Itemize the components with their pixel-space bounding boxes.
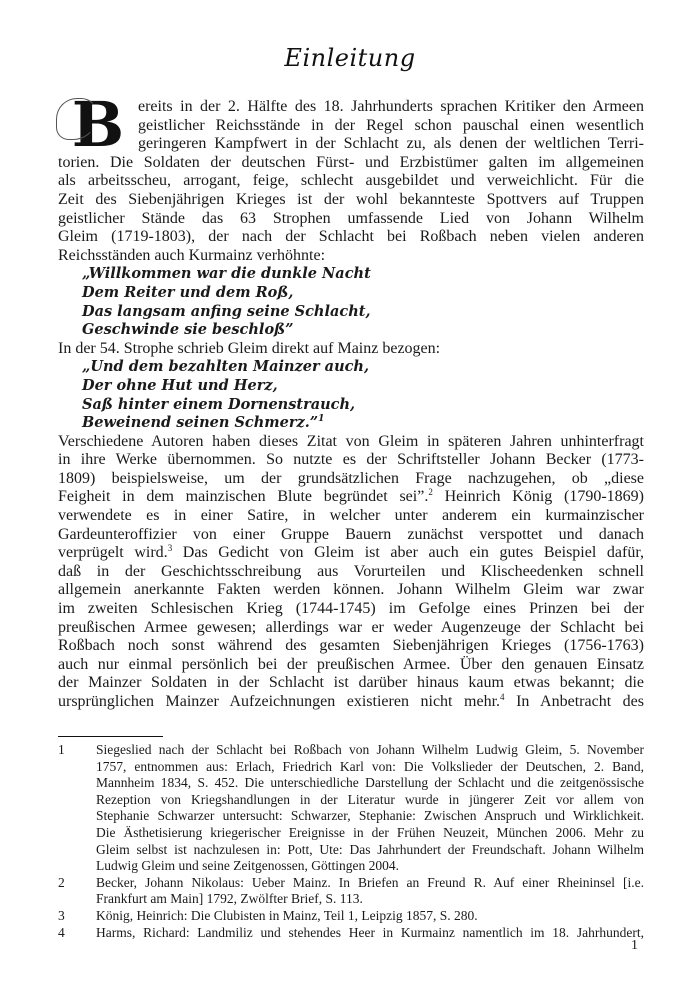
footnote-text [96,908,644,925]
footnote-number: 1 [58,742,65,757]
footnote-line: Harms, Richard: Landmiliz und stehendes Heer in Kurmainz namentlich im 18. Jahrhundert, [96,924,644,940]
verse-intro-line: In der 54. Strophe schrieb Gleim direkt auf Mainz bezogen: [58,339,441,357]
verse-line: Saß hinter einem Dornenstrauch, [82,395,356,413]
text-line: Gleim (1719-1803), der nach der Schlacht bei Roßbach neben vielen anderen [58,228,644,246]
footnote-line: Frankfurt am Main] 1792, Zwölfter Brief, S. 113. [96,891,363,907]
text-line: Verschiedene Autoren haben dieses Zitat von Gleim in späteren Jahren unhinterfragt [58,432,644,450]
footnote-text [96,875,644,908]
text-line: Roßbach noch sonst während des gesamten Siebenjährigen Krieges (1756-1763) [58,637,644,655]
text-line: geistlicher Stände das 63 Strophen umfassende Lied von Johann Wilhelm [58,209,644,227]
text-line: verwendete es in einer Satire, in welcher unter anderem ein kurmainzischer [58,507,644,525]
footnote-line: Becker, Johann Nikolaus: Ueber Mainz. In Briefen an Freund R. Auf einer Rheininsel [i.e. [96,874,644,890]
text-line: allgemein anerkannte Fakten werden können. Johann Wilhelm Gleim war zwar [58,581,644,599]
footnote-ref[interactable]: 2 [428,487,433,498]
footnote-text [96,925,644,942]
text-line: in ihre Werke übernommen. So nutzte es der Schriftsteller Johann Becker (1773- [58,451,644,469]
verse-block-1 [58,265,644,339]
footnote-number: 3 [58,907,65,923]
verse-block-2 [58,358,644,432]
text-line: Feigheit in dem mainzischen Blute begründet sei”.$^2$ Heinrich König (1790-1869) [58,487,644,506]
footnote-text [96,742,644,875]
chapter-title: Einleitung [284,44,416,72]
verse-line: „Und dem bezahlten Mainzer auch, [82,358,370,376]
footnotes [58,742,644,941]
text-line: 1809) beispielsweise, um der grundsätzlichen Frage nachzugehen, ob „diese [58,469,644,487]
text-line: preußischen Armee gewesen; allerdings war er weder Augenzeuge der Schlacht bei [58,618,644,636]
footnote-separator [58,736,163,737]
footnote-line: König, Heinrich: Die Clubisten in Mainz, Teil 1, Leipzig 1857, S. 280. [96,907,478,923]
footnote-line: Stephanie Schwarzer untersucht: Schwarzer, Stephanie: Zwischen Anspruch und Wirklichkeit. [96,808,644,824]
verse-line: Das langsam anfing seine Schlacht, [82,302,371,320]
verse-line: Dem Reiter und dem Roß, [82,283,294,301]
footnote-item [58,908,644,925]
text-line: ursprünglichen Mainzer Aufzeichnungen existieren nicht mehr.$^4$ In Anbetracht des [58,692,645,710]
footnote-line: Siegeslied nach der Schlacht bei Roßbach von Johann Wilhelm Ludwig Gleim, 5. November [96,742,644,757]
text-line: torien. Die Soldaten der deutschen Fürst- und Erzbistümer galten im allgemeinen [58,153,644,171]
text-line: im zweiten Schlesischen Krieg (1744-1745) im Gefolge eines Prinzen bei der [58,600,644,618]
text-line: ereits in der 2. Hälfte des 18. Jahrhunderts sprachen Kritiker den Armeen [138,98,644,115]
verse-line: „Willkommen war die dunkle Nacht [82,265,371,283]
text-line: als arbeitsscheu, arrogant, feige, schlecht ausgebildet und verweichlicht. Für die [58,172,644,190]
footnote-ref[interactable]: 1 [318,414,325,425]
body-text [58,88,645,712]
footnote-line: Mannheim 1834, S. 452. Die unterschiedliche Darstellung der Schlacht und die zeitgenössische [96,775,644,791]
page-number: 1 [631,938,638,953]
footnote-line: Ludwig Gleim und seine Zeitgenossen, Göttingen 2004. [96,858,399,874]
footnote-line: Gleim selbst ist nachzulesen in: Pott, Ute: Das Jahrhundert der Freundschaft. Johann Wilhelm [96,841,644,857]
footnote-line: 1757, entnommen aus: Erlach, Friedrich Karl von: Die Volkslieder der Deutschen, 2. Band, [96,758,644,774]
footnote-item [58,875,644,908]
text-line: daß in der Geschichtsschreibung aus Vorurteilen und Klischeedenken schnell [58,562,644,580]
text-line: geistlicher Reichsstände in der Regel schon pauschal einen wesentlich [138,116,644,134]
footnote-ref[interactable]: 4 [500,692,505,702]
paragraph-1 [58,98,644,265]
footnote-line: Die Ästhetisierung kriegerischer Ereignisse in der Frühen Neuzeit, München 2006. Mehr zu [96,824,644,840]
footnote-line: Rezeption von Kriegshandlungen in der Literatur wurde in jüngerer Zeit vor allem von [96,791,644,807]
footnote-number: 4 [58,924,65,940]
text-line: der Mainzer Soldaten in der Schlacht ist darüber hinaus kaum etwas bekannt; die [58,674,644,692]
verse-line: Der ohne Hut und Herz, [82,376,278,394]
drop-cap-initial [62,88,134,161]
text-line: Reichsständen auch Kurmainz verhöhnte: [58,246,326,264]
paragraph-2 [58,433,644,712]
text-line: geringeren Kampfwert in der Schlacht zu, als denen der weltlichen Terri- [138,135,644,153]
verse-line: Beweinend seinen Schmerz.”$^1$ [82,414,325,432]
text-line: Gardeunteroffizier von einer Gruppe Bauern zunächst verspottet und danach [58,525,644,543]
text-line: auch nur einmal persönlich bei der preußischen Armee. Über den genauen Einsatz [58,655,644,673]
footnote-ref[interactable]: 3 [167,543,173,554]
footnote-item [58,925,644,942]
verse-line: Geschwinde sie beschloß” [82,321,294,339]
text-line: Zeit des Siebenjährigen Krieges ist der wohl bekannteste Spottvers auf Truppen [58,190,644,208]
text-line: verprügelt wird.$^3$ Das Gedicht von Gleim ist aber auch ein gutes Beispiel dafür, [58,543,645,562]
footnote-item [58,742,644,875]
footnote-number: 2 [58,874,65,890]
drop-cap-letter: B [71,88,125,161]
